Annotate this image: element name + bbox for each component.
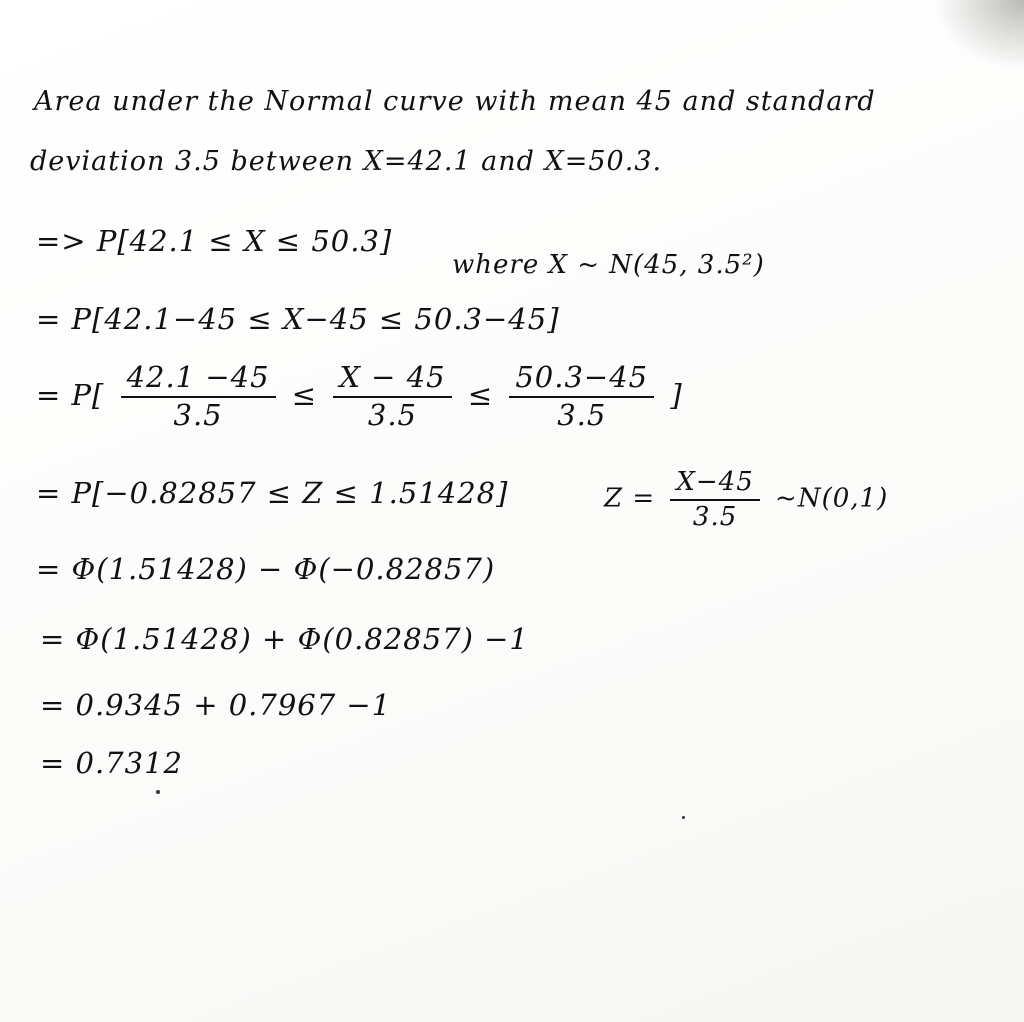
problem-statement-line-1: Area under the Normal curve with mean 45 and standard <box>34 86 876 117</box>
pen-dot-mark-2 <box>682 816 685 819</box>
step-1-probability: => P[42.1 ≤ X ≤ 50.3] <box>36 224 393 258</box>
step-3-le-1: ≤ <box>291 377 318 412</box>
step-3-fraction-lower <box>121 362 276 432</box>
z-definition-numerator: X−45 <box>670 468 759 501</box>
step-8-final-answer: = 0.7312 <box>40 746 183 780</box>
z-definition-denominator: 3.5 <box>692 501 738 532</box>
step-3-fraction-middle-numerator: X − 45 <box>333 362 451 398</box>
step-1-distribution-note: where X ~ N(45, 3.5²) <box>452 250 765 280</box>
step-3-fraction-upper <box>509 362 654 432</box>
step-3-fraction-upper-numerator: 50.3−45 <box>509 362 654 398</box>
step-3-fraction-lower-numerator: 42.1 −45 <box>121 362 276 398</box>
z-definition-fraction <box>670 468 759 531</box>
pen-dot-mark <box>156 790 160 794</box>
step-7-table-values: = 0.9345 + 0.7967 −1 <box>40 688 392 722</box>
paper-corner-shadow <box>934 0 1024 70</box>
z-definition-prefix: Z = <box>604 483 656 514</box>
step-3-fraction-lower-denominator: 3.5 <box>173 397 223 432</box>
step-3-fraction-middle <box>333 362 451 432</box>
step-4-z-bounds: = P[−0.82857 ≤ Z ≤ 1.51428] <box>36 476 509 510</box>
step-3-suffix: ] <box>670 377 683 412</box>
step-5-phi-difference: = Φ(1.51428) − Φ(−0.82857) <box>36 552 496 586</box>
z-definition-suffix: ~N(0,1) <box>775 483 889 514</box>
step-3-standardize <box>36 362 683 432</box>
step-4-z-definition <box>604 468 888 531</box>
step-3-le-2: ≤ <box>467 377 494 412</box>
step-3-fraction-upper-denominator: 3.5 <box>557 397 607 432</box>
step-2-subtract-mean: = P[42.1−45 ≤ X−45 ≤ 50.3−45] <box>36 302 560 336</box>
problem-statement-line-2: deviation 3.5 between X=42.1 and X=50.3. <box>30 146 663 177</box>
step-3-fraction-middle-denominator: 3.5 <box>367 397 418 432</box>
step-3-prefix: = P[ <box>36 377 105 412</box>
step-6-phi-symmetry: = Φ(1.51428) + Φ(0.82857) −1 <box>40 622 529 656</box>
